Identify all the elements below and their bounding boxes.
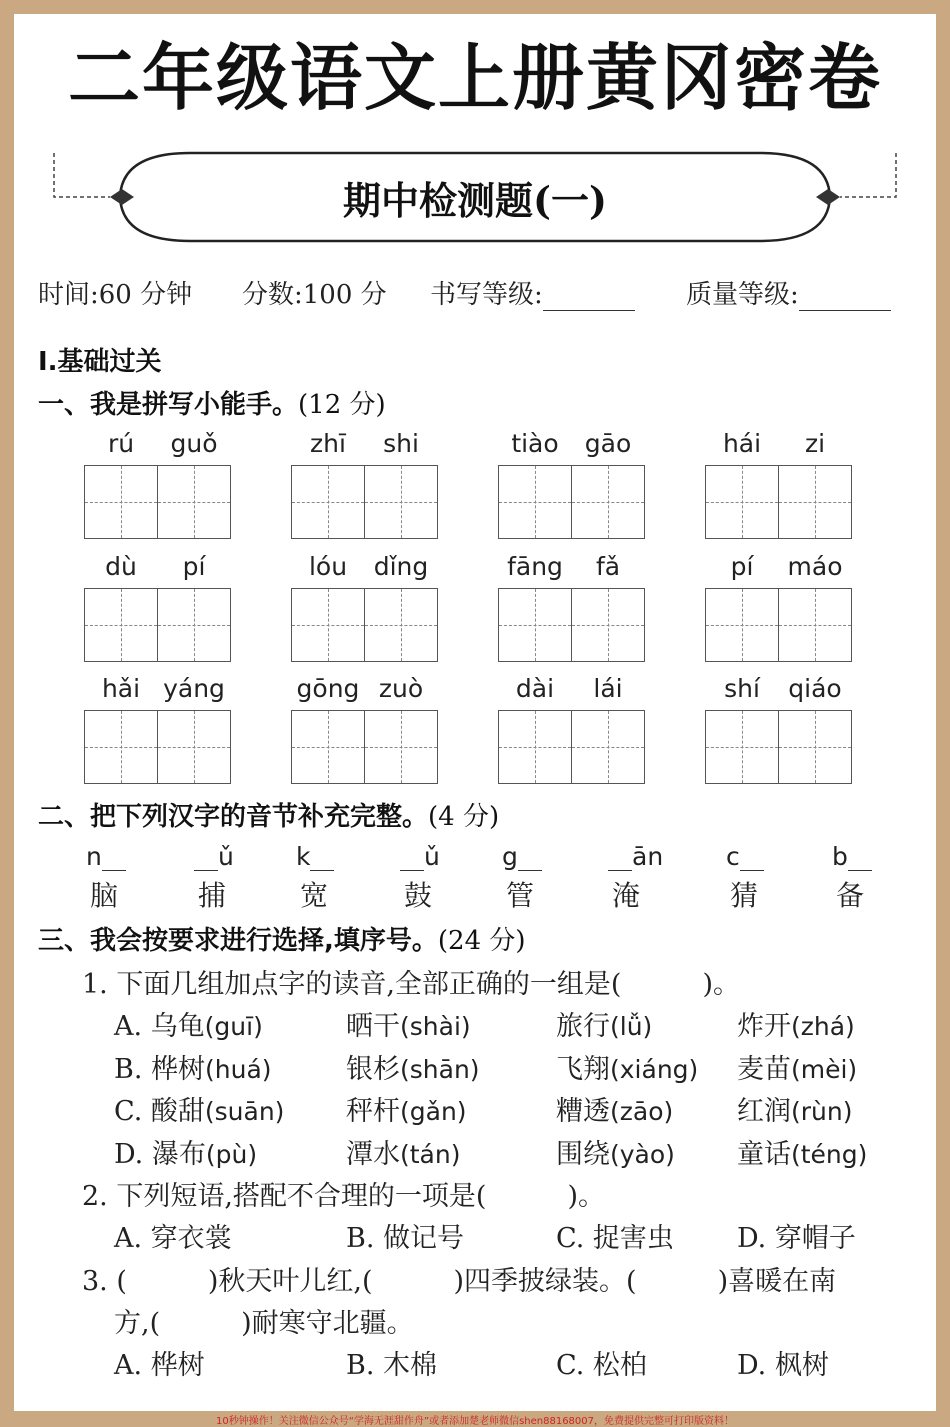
pinyin-label: dǐng bbox=[373, 552, 429, 581]
fill-line[interactable] bbox=[310, 846, 334, 871]
question-3-option-b[interactable]: B. 木棉 bbox=[346, 1350, 438, 1381]
pinyin-label: rú bbox=[107, 429, 135, 458]
pinyin-label: lóu bbox=[308, 552, 348, 581]
option-word: 红润 bbox=[737, 1096, 791, 1127]
tianzige-box[interactable] bbox=[705, 465, 779, 539]
question-1-option[interactable] bbox=[114, 1047, 272, 1086]
option-pinyin: (zhá) bbox=[791, 1012, 855, 1041]
part-heading: Ⅰ.基础过关 bbox=[38, 347, 162, 377]
option-pinyin: (gǎn) bbox=[400, 1097, 467, 1126]
syllable-suffix: ān bbox=[632, 842, 664, 871]
option-word: A. 乌龟 bbox=[114, 1011, 205, 1042]
option-pinyin: (lǚ) bbox=[610, 1012, 653, 1041]
question-1-option bbox=[556, 1132, 675, 1171]
option-word: 银杉 bbox=[346, 1053, 400, 1085]
tianzige-box[interactable] bbox=[291, 710, 365, 784]
pinyin-label: tiào bbox=[511, 429, 559, 458]
score-info: 分数:100 分 bbox=[242, 280, 387, 310]
writing-grade-blank[interactable] bbox=[543, 310, 635, 311]
q3-heading bbox=[38, 920, 526, 957]
question-1-option bbox=[737, 1132, 867, 1171]
option-word: 晒干 bbox=[346, 1011, 400, 1042]
footer-note: 10秒钟操作！关注微信公众号“学海无涯甜作舟”或者添加楚老师微信shen88168007，免费提供完整可打印版资料！ bbox=[215, 1416, 735, 1427]
option-word: 飞翔 bbox=[556, 1053, 610, 1085]
quality-grade-label: 质量等级: bbox=[686, 280, 799, 310]
option-word: D. 瀑布 bbox=[114, 1138, 206, 1170]
tianzige-box[interactable] bbox=[157, 710, 231, 784]
question-1-option bbox=[346, 1004, 471, 1043]
fill-line[interactable] bbox=[608, 846, 632, 871]
question-3-option-d[interactable]: D. 枫树 bbox=[737, 1350, 829, 1381]
question-1-option bbox=[346, 1047, 480, 1086]
syllable-character: 备 bbox=[836, 879, 865, 912]
syllable-blank[interactable] bbox=[86, 842, 126, 871]
option-pinyin: (shān) bbox=[400, 1054, 480, 1084]
syllable-character: 脑 bbox=[90, 879, 119, 912]
pinyin-label: shí bbox=[724, 674, 760, 703]
option-word: 旅行 bbox=[556, 1011, 610, 1042]
question-1-option bbox=[737, 1047, 857, 1086]
pinyin-label: dài bbox=[515, 674, 555, 703]
syllable-prefix: g bbox=[502, 842, 518, 871]
pinyin-label: qiáo bbox=[788, 674, 842, 703]
tianzige-box[interactable] bbox=[84, 465, 158, 539]
question-1-stem: 1. 下面几组加点字的读音,全部正确的一组是( )。 bbox=[82, 969, 740, 1000]
question-2-option-b[interactable]: B. 做记号 bbox=[346, 1223, 465, 1254]
question-2-stem: 2. 下列短语,搭配不合理的一项是( )。 bbox=[82, 1181, 605, 1212]
syllable-character: 猜 bbox=[730, 879, 759, 912]
q3-points: (24 分) bbox=[437, 926, 526, 956]
option-word: 围绕 bbox=[556, 1138, 610, 1170]
tianzige-box[interactable] bbox=[364, 588, 438, 662]
q2-heading bbox=[38, 796, 499, 833]
option-word: 炸开 bbox=[737, 1011, 791, 1042]
pinyin-label: hǎi bbox=[101, 674, 141, 703]
question-1-option[interactable] bbox=[114, 1004, 263, 1043]
option-word: 童话 bbox=[737, 1138, 791, 1170]
tianzige-box[interactable] bbox=[778, 588, 852, 662]
time-info: 时间:60 分钟 bbox=[38, 280, 193, 310]
option-pinyin: (huá) bbox=[205, 1054, 272, 1084]
tianzige-box[interactable] bbox=[84, 710, 158, 784]
q1-points: (12 分) bbox=[298, 390, 386, 420]
question-3-option-c[interactable]: C. 松柏 bbox=[556, 1350, 647, 1381]
syllable-blank[interactable] bbox=[726, 842, 764, 871]
option-word: 潭水 bbox=[346, 1138, 400, 1170]
question-2-option-c[interactable]: C. 捉害虫 bbox=[556, 1223, 674, 1254]
syllable-blank[interactable] bbox=[400, 842, 440, 871]
option-word: C. 酸甜 bbox=[114, 1096, 205, 1127]
syllable-character: 捕 bbox=[198, 879, 227, 912]
pinyin-label: fǎ bbox=[595, 552, 621, 581]
pinyin-label: pí bbox=[730, 552, 754, 581]
question-1-option bbox=[346, 1132, 460, 1171]
syllable-blank[interactable] bbox=[296, 842, 334, 871]
tianzige-box[interactable] bbox=[498, 465, 572, 539]
tianzige-box[interactable] bbox=[778, 710, 852, 784]
tianzige-box[interactable] bbox=[157, 465, 231, 539]
subtitle: 期中检测题(一) bbox=[343, 178, 607, 223]
q1-heading bbox=[38, 384, 386, 421]
pinyin-label: hái bbox=[722, 429, 762, 458]
tianzige-box[interactable] bbox=[157, 588, 231, 662]
syllable-prefix: k bbox=[296, 842, 311, 871]
syllable-character: 宽 bbox=[300, 879, 329, 912]
pinyin-label: zuò bbox=[378, 674, 424, 703]
tianzige-box[interactable] bbox=[291, 465, 365, 539]
tianzige-box[interactable] bbox=[705, 710, 779, 784]
tianzige-box[interactable] bbox=[571, 710, 645, 784]
option-pinyin: (tán) bbox=[400, 1139, 461, 1169]
pinyin-label: gōng bbox=[296, 674, 360, 703]
option-pinyin: (xiáng) bbox=[610, 1054, 699, 1084]
syllable-character: 管 bbox=[506, 879, 535, 912]
pinyin-label: pí bbox=[182, 552, 206, 581]
writing-grade-label: 书写等级: bbox=[430, 280, 543, 310]
question-1-option[interactable] bbox=[114, 1089, 284, 1128]
question-1-option bbox=[737, 1004, 855, 1043]
tianzige-box[interactable] bbox=[705, 588, 779, 662]
tianzige-box[interactable] bbox=[571, 588, 645, 662]
tianzige-box[interactable] bbox=[84, 588, 158, 662]
option-pinyin: (rùn) bbox=[791, 1097, 853, 1126]
option-pinyin: (zāo) bbox=[610, 1097, 674, 1126]
fill-line[interactable] bbox=[848, 846, 872, 871]
quality-grade bbox=[686, 274, 891, 311]
question-3-stem-line1: 3. ( )秋天叶儿红,( )四季披绿装。( )喜暖在南 bbox=[82, 1266, 837, 1297]
syllable-blank[interactable] bbox=[502, 842, 542, 871]
syllable-prefix: n bbox=[86, 842, 102, 871]
question-3-option-a[interactable]: A. 桦树 bbox=[114, 1350, 205, 1381]
question-1-option bbox=[556, 1047, 698, 1086]
pinyin-label: yáng bbox=[163, 674, 225, 703]
tianzige-box[interactable] bbox=[498, 588, 572, 662]
syllable-suffix: ǔ bbox=[218, 842, 234, 871]
fill-line[interactable] bbox=[400, 846, 424, 871]
option-pinyin: (yào) bbox=[610, 1139, 675, 1169]
syllable-blank[interactable] bbox=[608, 842, 663, 871]
pinyin-label: máo bbox=[787, 552, 843, 581]
option-pinyin: (shài) bbox=[400, 1012, 471, 1041]
syllable-prefix: c bbox=[726, 842, 740, 871]
pinyin-label: fāng bbox=[507, 552, 563, 581]
question-2-option-d[interactable]: D. 穿帽子 bbox=[737, 1223, 856, 1254]
tianzige-box[interactable] bbox=[364, 710, 438, 784]
pinyin-label: zi bbox=[804, 429, 826, 458]
syllable-blank[interactable] bbox=[832, 842, 872, 871]
tianzige-box[interactable] bbox=[778, 465, 852, 539]
tianzige-box[interactable] bbox=[291, 588, 365, 662]
option-word: 糟透 bbox=[556, 1096, 610, 1127]
pinyin-label: zhī bbox=[310, 429, 346, 458]
option-word: B. 桦树 bbox=[114, 1053, 206, 1085]
tianzige-box[interactable] bbox=[364, 465, 438, 539]
syllable-character: 淹 bbox=[612, 879, 641, 912]
tianzige-box[interactable] bbox=[571, 465, 645, 539]
pinyin-label: guǒ bbox=[170, 429, 218, 458]
q3-title: 三、我会按要求进行选择,填序号。 bbox=[38, 926, 438, 956]
q2-points: (4 分) bbox=[428, 802, 500, 832]
question-1-option bbox=[556, 1004, 652, 1043]
option-pinyin: (guī) bbox=[204, 1012, 263, 1041]
option-pinyin: (pù) bbox=[205, 1139, 258, 1169]
question-1-option[interactable] bbox=[114, 1132, 257, 1171]
syllable-suffix: ǔ bbox=[424, 842, 440, 871]
pinyin-label: shi bbox=[383, 429, 419, 458]
option-word: 麦苗 bbox=[737, 1053, 791, 1085]
fill-line[interactable] bbox=[194, 846, 218, 871]
q2-title: 二、把下列汉字的音节补充完整。 bbox=[38, 802, 429, 832]
q1-title: 一、我是拼写小能手。 bbox=[38, 390, 299, 420]
option-word: 秤杆 bbox=[346, 1096, 400, 1127]
quality-grade-blank[interactable] bbox=[799, 310, 891, 311]
question-1-option bbox=[346, 1089, 467, 1128]
tianzige-box[interactable] bbox=[498, 710, 572, 784]
question-1-option bbox=[737, 1089, 852, 1128]
fill-line[interactable] bbox=[518, 846, 542, 871]
question-2-option-a[interactable]: A. 穿衣裳 bbox=[114, 1223, 232, 1254]
syllable-prefix: b bbox=[832, 842, 848, 871]
fill-line[interactable] bbox=[102, 846, 126, 871]
syllable-blank[interactable] bbox=[194, 842, 234, 871]
option-pinyin: (suān) bbox=[204, 1097, 285, 1126]
pinyin-label: dù bbox=[105, 552, 137, 581]
writing-grade bbox=[430, 274, 635, 311]
question-3-stem-line2: 方,( )耐寒守北疆。 bbox=[114, 1308, 414, 1339]
option-pinyin: (téng) bbox=[791, 1139, 868, 1169]
fill-line[interactable] bbox=[740, 846, 764, 871]
pinyin-label: gāo bbox=[584, 429, 632, 458]
syllable-character: 鼓 bbox=[404, 879, 433, 912]
page-title: 二年级语文上册黄冈密卷 bbox=[67, 36, 882, 120]
option-pinyin: (mèi) bbox=[791, 1054, 858, 1084]
pinyin-label: lái bbox=[593, 674, 623, 703]
question-1-option bbox=[556, 1089, 673, 1128]
